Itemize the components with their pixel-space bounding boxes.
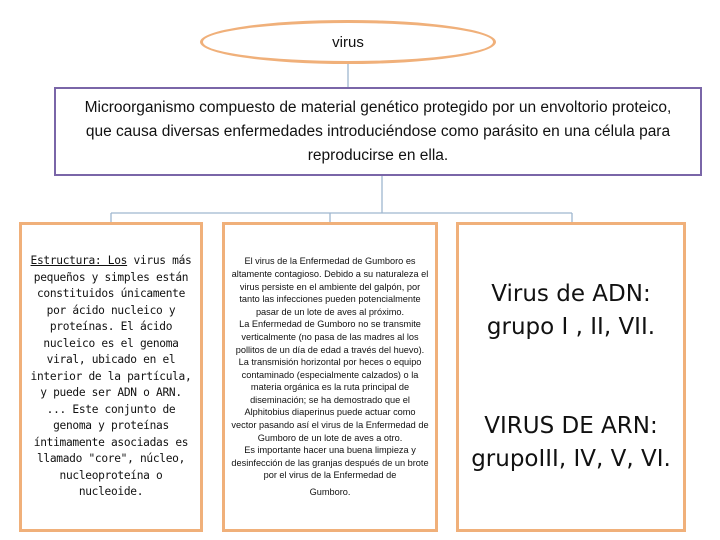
structure-text: virus más pequeños y simples están constituidos únicamente por ácido nucleico y proteínas. El ácido nucleico es el genoma viral, ubicado en el interior de la partícula, y puede ser ADN o ARN. ... Este conjunto de genoma y proteínas íntimamente asociadas es llamado "core", núcleo, nucleoproteína o nucleoide. bbox=[30, 254, 192, 499]
rna-virus-groups: VIRUS DE ARN: grupoIII, IV, V, VI. bbox=[471, 413, 671, 472]
structure-card bbox=[19, 222, 203, 532]
definition-text: Microorganismo compuesto de material genético protegido por un envoltorio proteico, que causa diversas enfermedades introduciéndose como parásito en una célula para reproducirse en ella. bbox=[84, 98, 672, 164]
definition-box bbox=[54, 87, 702, 176]
root-label: virus bbox=[332, 33, 364, 51]
gumboro-card bbox=[222, 222, 438, 532]
gumboro-text: El virus de la Enfermedad de Gumboro es altamente contagioso. Debido a su naturaleza el virus persiste en el ambiente del galpón, por tanto las infecciones pueden potencialmente pasar de un lote de aves al próximo. La Enfermedad de Gumboro no se transmite verticalmente (no pasa de las madres al los pollitos de un día de edad a través del huevo). La transmisión horizontal por heces o equipo contaminado (especialmente calzados) o la materia orgánica es la ruta principal de diseminación; se ha demostrado que el Alphitobius diaperinus puede actuar como vector pasando así el virus de la Enfermedad de Gumboro de un lote de aves a otro. Es importante hacer una buena limpieza y desinfección de las granjas después de un brote por el virus de la Enfermedad de bbox=[231, 256, 429, 481]
structure-label: Estructura: Los bbox=[30, 254, 128, 268]
root-node-virus bbox=[200, 20, 496, 64]
gumboro-paragraph bbox=[231, 243, 429, 511]
gumboro-end-text: Gumboro. bbox=[309, 487, 351, 498]
virus-types-card bbox=[456, 222, 686, 532]
structure-paragraph bbox=[30, 253, 192, 501]
dna-virus-groups: Virus de ADN: grupo I , II, VII. bbox=[486, 281, 656, 340]
